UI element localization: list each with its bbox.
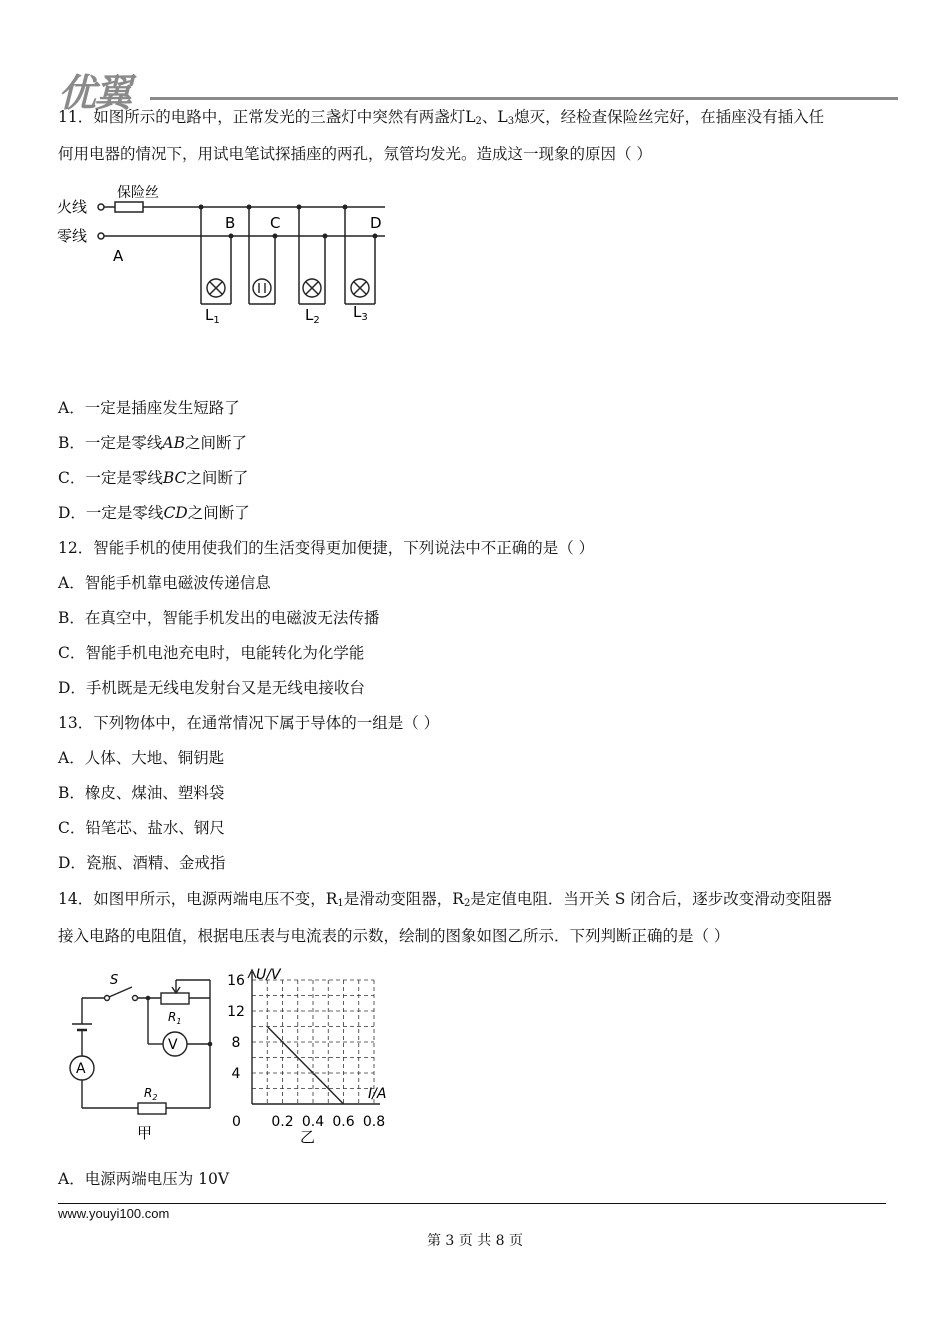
x-tick-label: 0.6: [332, 1114, 355, 1130]
fuse-label: 保险丝: [117, 185, 159, 201]
live-wire-label: 火线: [57, 198, 88, 216]
chart-grid: [252, 980, 374, 1104]
q13-option-c: C．铅笔芯、盐水、钢尺: [58, 819, 225, 837]
lamp-l1-icon: [207, 279, 225, 297]
voltmeter-icon: V: [168, 1037, 178, 1053]
page-number: 第 3 页 共 8 页: [426, 1233, 524, 1249]
y-tick-label: 4: [231, 1066, 241, 1082]
point-b-label: B: [225, 214, 236, 232]
y-axis-label: U/V: [256, 967, 281, 983]
q11-option-a: A．一定是插座发生短路了: [58, 399, 240, 417]
q11-stem-line1: 11．如图所示的电路中，正常发光的三盏灯中突然有两盏灯$L_2$、$L_3$熄灭，经检查保险丝完好，在插座没有插入任: [58, 108, 825, 127]
figure-yi-caption: 乙: [300, 1128, 316, 1146]
x-axis-label: I/A: [368, 1086, 387, 1102]
q11-stem-line2: 何用电器的情况下，用试电笔试探插座的两孔，氖管均发光。造成这一现象的原因（ ）: [58, 145, 652, 163]
point-d-label: D: [370, 214, 382, 232]
ammeter-icon: A: [76, 1061, 86, 1077]
q11-circuit-figure: [55, 180, 395, 330]
q14-stem-line1: 14．如图甲所示，电源两端电压不变，$R_1$是滑动变阻器，$R_2$是定值电阻．当开关 S 闭合后，逐步改变滑动变阻器: [58, 890, 832, 909]
q13-option-d: D．瓷瓶、酒精、金戒指: [58, 854, 226, 872]
q12-stem: 12．智能手机的使用使我们的生活变得更加便捷，下列说法中不正确的是（ ）: [58, 539, 595, 557]
q14-circuit-jia: [60, 968, 225, 1148]
header-rule: [150, 97, 898, 100]
q12-option-d: D．手机既是无线电发射台又是无线电接收台: [58, 679, 365, 697]
point-a-label: A: [113, 247, 124, 265]
y-tick-label: 8: [231, 1035, 241, 1051]
point-c-label: C: [270, 214, 281, 232]
q11-option-b: B．一定是零线AB之间断了: [58, 434, 248, 452]
x-tick-label: 0.4: [301, 1114, 325, 1130]
series-line: [267, 1027, 343, 1105]
q14-option-a: A．电源两端电压为 10V: [58, 1170, 230, 1188]
lamp-l3-label: $L_3$: [353, 303, 368, 323]
y-tick-label: 16: [227, 973, 245, 989]
q11-option-c: C．一定是零线BC之间断了: [58, 469, 249, 487]
q11-option-d: D．一定是零线CD之间断了: [58, 504, 250, 522]
r2-label: $R_2$: [144, 1086, 158, 1102]
q14-stem-line2: 接入电路的电阻值，根据电压表与电流表的示数，绘制的图象如图乙所示．下列判断正确的是（ ）: [58, 927, 730, 945]
lamp-l2-icon: [303, 279, 321, 297]
q12-option-a: A．智能手机靠电磁波传递信息: [58, 574, 271, 592]
x-tick-label: 0.8: [362, 1114, 386, 1130]
lamp-l3-icon: [351, 279, 369, 297]
q13-stem: 13．下列物体中，在通常情况下属于导体的一组是（ ）: [58, 714, 440, 732]
y-tick-label: 12: [227, 1004, 245, 1020]
origin-label: 0: [232, 1114, 241, 1130]
q12-option-c: C．智能手机电池充电时，电能转化为化学能: [58, 644, 365, 662]
x-tick-label: 0.2: [271, 1114, 294, 1130]
lamp-l1-label: $L_1$: [205, 306, 220, 326]
neutral-wire-label: 零线: [57, 227, 88, 245]
footer-rule: [58, 1203, 886, 1204]
q14-chart-yi: [222, 962, 412, 1152]
switch-label: S: [110, 973, 119, 988]
q12-option-b: B．在真空中，智能手机发出的电磁波无法传播: [58, 609, 380, 627]
socket-icon: [253, 279, 271, 297]
footer-url: www.youyi100.com: [58, 1206, 170, 1221]
q13-option-b: B．橡皮、煤油、塑料袋: [58, 784, 225, 802]
r1-label: $R_1$: [168, 1010, 182, 1026]
lamp-l2-label: $L_2$: [305, 306, 320, 326]
q13-option-a: A．人体、大地、铜钥匙: [58, 749, 225, 767]
figure-jia-caption: 甲: [137, 1124, 153, 1142]
youyi-logo: 优翼: [58, 71, 131, 115]
